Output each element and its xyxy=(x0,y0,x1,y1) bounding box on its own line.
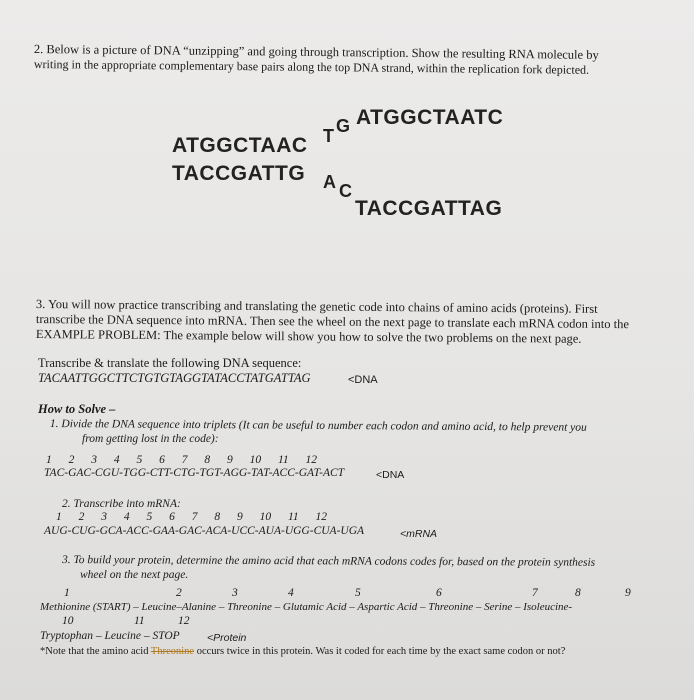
amino-num: 3 xyxy=(232,587,238,599)
note xyxy=(40,646,565,657)
amino-num: 8 xyxy=(575,587,581,599)
amino-num: 7 xyxy=(532,587,538,599)
step-1-line-2: from getting lost in the code): xyxy=(82,433,219,445)
step-3-line-2: wheel on the next page. xyxy=(80,569,189,581)
bottom-strand-fork-2: C xyxy=(339,181,353,201)
question-2-line-1: 2. Below is a picture of DNA “unzipping” and going through transcription. Show the resulting RNA molecule by xyxy=(33,42,599,62)
question-3-line-4: Transcribe & translate the following DNA sequence: xyxy=(38,356,302,370)
amino-num: 4 xyxy=(288,587,294,599)
question-3-line-1: 3. You will now practice transcribing and translating the genetic code into chains of amino acids (proteins). First xyxy=(35,297,598,316)
amino-num: 6 xyxy=(436,587,442,599)
step-1-line-1: 1. Divide the DNA sequence into triplets (It can be useful to number each codon and amino acid, to help prevent you xyxy=(49,418,587,434)
bottom-strand-fork-1: A xyxy=(323,172,337,192)
codon-numbers-2: 1 2 3 4 5 6 7 8 9 10 11 12 xyxy=(56,511,328,523)
amino-num: 2 xyxy=(176,587,182,599)
top-strand-right: ATGGCTAATC xyxy=(356,106,504,129)
dna-sequence: TACAATTGGCTTCTGTGTAGGTATACCTATGATTAG xyxy=(38,371,311,385)
question-3-line-3: EXAMPLE PROBLEM: The example below will show you how to solve the two problems on the next page. xyxy=(35,327,582,346)
bottom-strand-left: TACCGATTG xyxy=(172,162,306,185)
step-2-label: 2. Transcribe into mRNA: xyxy=(62,498,181,510)
top-strand-left: ATGGCTAAC xyxy=(172,134,308,157)
codon-numbers-1: 1 2 3 4 5 6 7 8 9 10 11 12 xyxy=(46,454,318,466)
step-3-line-1: 3. To build your protein, determine the amino acid that each mRNA codons codes for, based on the protein synthesis xyxy=(61,554,596,569)
dna-triplets: TAC-GAC-CGU-TGG-CTT-CTG-TGT-AGG-TAT-ACC-GAT-ACT xyxy=(44,467,345,479)
amino-num: 1 xyxy=(64,587,70,599)
note-text-b: occurs twice in this protein. Was it coded for each time by the exact same codon or not? xyxy=(194,646,566,657)
protein-line-1: Methionine (START) – Leucine–Alanine – Threonine – Glutamic Acid – Aspartic Acid – Threonine – Serine – Isoleucine- xyxy=(40,601,573,613)
protein-line-2: Tryptophan – Leucine – STOP xyxy=(40,630,180,642)
question-3-line-2: transcribe the DNA sequence into mRNA. Then see the wheel on the next page to translate each mRNA codon into the xyxy=(35,312,629,332)
amino-num: 9 xyxy=(625,587,631,599)
mrna-sequence: AUG-CUG-GCA-ACC-GAA-GAC-ACA-UCC-AUA-UGG-CUA-UGA xyxy=(44,525,365,537)
amino-num: 12 xyxy=(178,615,190,627)
how-to-solve-title: How to Solve – xyxy=(38,402,116,416)
note-text-a: *Note that the amino acid xyxy=(40,646,151,657)
dna-sequence-tag: <DNA xyxy=(348,374,378,386)
question-2-line-2: writing in the appropriate complementary base pairs along the top DNA strand, within the replication fork depicted. xyxy=(33,57,590,77)
amino-num: 5 xyxy=(355,587,361,599)
note-struck-word: Threonine xyxy=(150,646,195,657)
dna-triplets-tag: <DNA xyxy=(376,469,405,481)
top-strand-fork-1: T xyxy=(323,126,335,146)
top-strand-fork-2: G xyxy=(336,116,351,136)
mrna-tag: <mRNA xyxy=(400,528,438,540)
amino-num: 10 xyxy=(62,615,74,627)
amino-num: 11 xyxy=(134,615,145,627)
protein-tag: <Protein xyxy=(207,632,247,644)
bottom-strand-right: TACCGATTAG xyxy=(355,197,503,220)
